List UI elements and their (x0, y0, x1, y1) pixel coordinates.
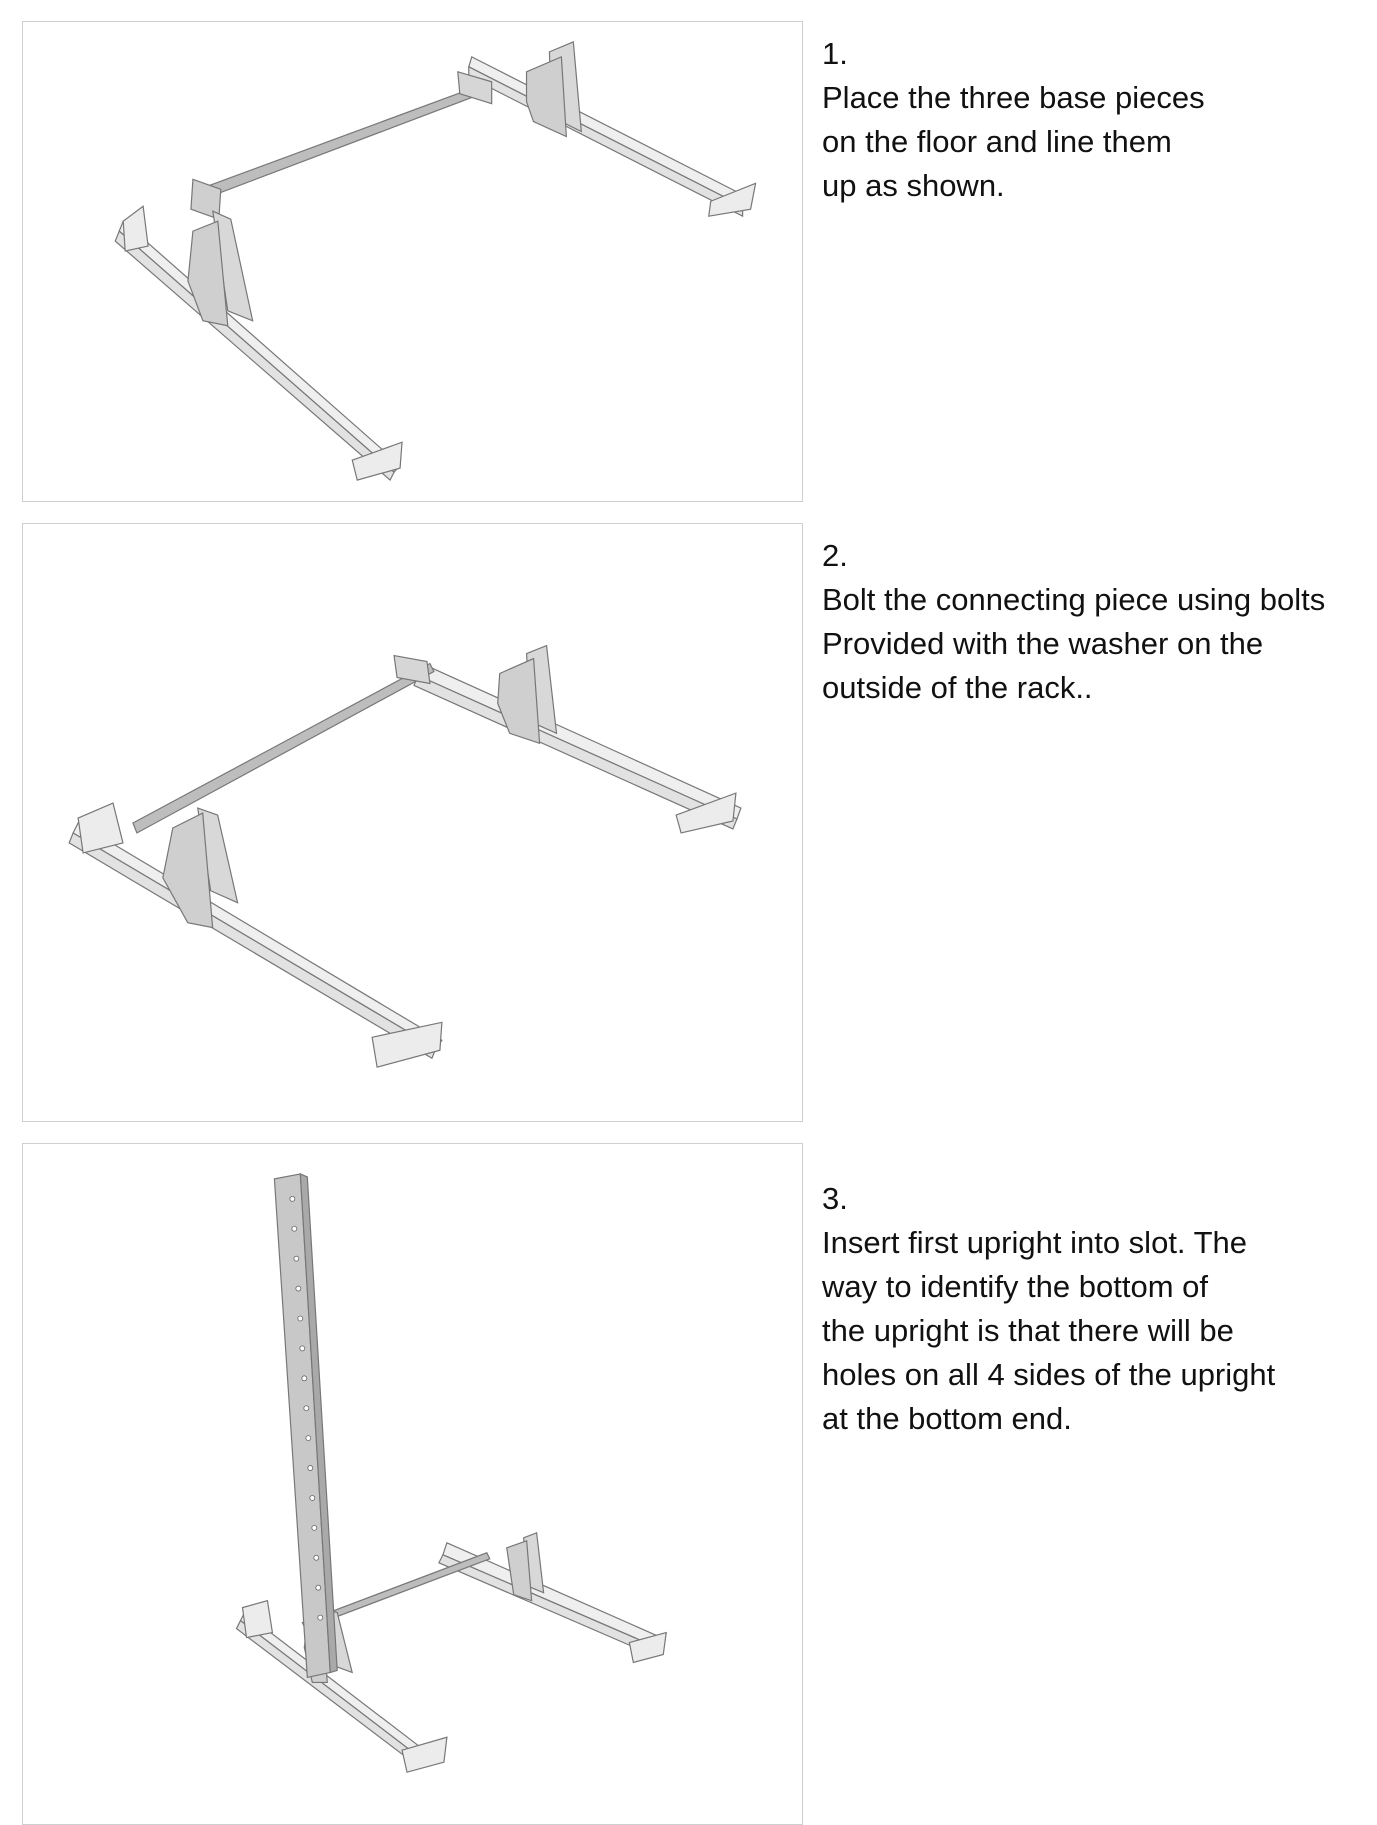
step-number: 3. (822, 1181, 848, 1216)
base-pieces-diagram (23, 22, 802, 501)
step-number: 1. (822, 36, 848, 71)
step-1-instructions (822, 32, 1377, 208)
step-line: the upright is that there will be (822, 1313, 1234, 1348)
step-line: Place the three base pieces (822, 80, 1205, 115)
step-3-illustration (22, 1143, 803, 1825)
step-number: 2. (822, 538, 848, 573)
step-line: up as shown. (822, 168, 1005, 203)
step-2-illustration (22, 523, 803, 1122)
upright-inserted-diagram (23, 1144, 802, 1824)
step-line: way to identify the bottom of (822, 1269, 1208, 1304)
step-line: Insert first upright into slot. The (822, 1225, 1248, 1260)
bolted-base-diagram (23, 524, 802, 1121)
step-1-illustration (22, 21, 803, 502)
step-3-instructions (822, 1177, 1377, 1441)
step-line: holes on all 4 sides of the upright (822, 1357, 1276, 1392)
step-2-instructions (822, 534, 1377, 710)
step-line: Bolt the connecting piece using bolts (822, 582, 1326, 617)
step-line: outside of the rack.. (822, 670, 1093, 705)
step-line: on the floor and line them (822, 124, 1172, 159)
step-line: at the bottom end. (822, 1401, 1072, 1436)
step-line: Provided with the washer on the (822, 626, 1264, 661)
